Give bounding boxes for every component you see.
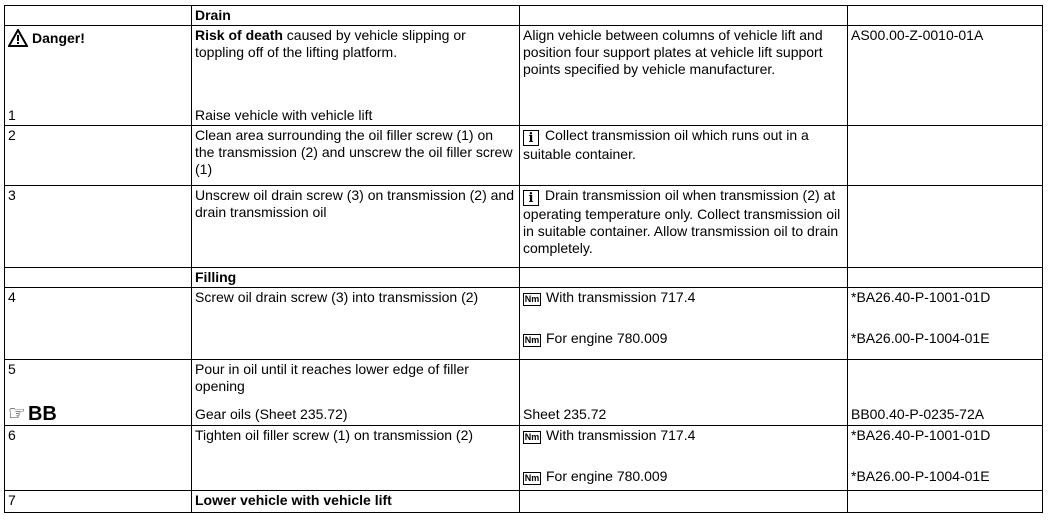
section-title-filling: Filling: [192, 268, 520, 288]
info-icon: i: [523, 130, 539, 146]
table-row: [5, 268, 1043, 288]
torque-icon: Nm: [524, 432, 540, 442]
procedure-table: [4, 5, 1043, 513]
table-row: [5, 186, 1043, 268]
danger-ref: AS00.00-Z-0010-01A: [848, 26, 1043, 126]
torque-spec: For engine 780.009: [546, 468, 668, 484]
step-number: 5: [8, 361, 16, 377]
torque-ref: *BA26.40-P-1001-01D: [851, 427, 991, 443]
step-text: Clean area surrounding the oil filler screw (1) on the transmission (2) and unscrew the oil filler screw (1): [192, 126, 520, 186]
table-row: [5, 288, 1043, 360]
torque-icon: Nm: [524, 473, 540, 483]
section-title-drain: Drain: [192, 6, 520, 26]
step-note: Collect transmission oil which runs out in a suitable container.: [523, 127, 809, 162]
risk-text: caused by vehicle slipping or toppling off of the lifting platform.: [195, 27, 466, 60]
torque-icon: Nm: [524, 335, 540, 345]
torque-ref: *BA26.00-P-1004-01E: [851, 330, 990, 346]
step-number: 2: [5, 126, 192, 186]
bb-label: BB: [27, 403, 57, 425]
warning-triangle-icon: [8, 29, 28, 47]
info-icon: i: [523, 190, 539, 206]
step-note: Drain transmission oil when transmission (2) at operating temperature only. Collect transmission oil in suitable container. Allow transmission oil to drain completely.: [523, 187, 841, 256]
bb-text: Gear oils (Sheet 235.72): [195, 406, 348, 422]
table-row: [5, 26, 1043, 126]
danger-measure: Align vehicle between columns of vehicle lift and position four support plates at vehicle lift support points specified by vehicle manufacturer.: [520, 26, 848, 126]
table-row: [5, 126, 1043, 186]
step-text: Tighten oil filler screw (1) on transmission (2): [192, 426, 520, 491]
step-text: Unscrew oil drain screw (3) on transmission (2) and drain transmission oil: [192, 186, 520, 268]
table-row: [5, 360, 1043, 426]
danger-label: Danger!: [32, 29, 85, 46]
risk-title: Risk of death: [195, 27, 283, 43]
step-number: 7: [5, 491, 192, 513]
bb-ref: BB00.40-P-0235-72A: [851, 406, 985, 422]
step-number: 1: [8, 107, 16, 123]
step-number: 4: [5, 288, 192, 360]
step-number: 3: [5, 186, 192, 268]
torque-spec: For engine 780.009: [546, 330, 668, 346]
step-text: Pour in oil until it reaches lower edge of filler opening: [195, 361, 469, 394]
step-text: Raise vehicle with vehicle lift: [195, 107, 373, 123]
bb-sheet: Sheet 235.72: [523, 406, 607, 422]
table-row: [5, 6, 1043, 26]
step-text: Lower vehicle with vehicle lift: [192, 491, 520, 513]
table-row: [5, 491, 1043, 513]
torque-spec: With transmission 717.4: [546, 427, 696, 443]
table-row: [5, 426, 1043, 491]
torque-ref: *BA26.00-P-1004-01E: [851, 468, 990, 484]
torque-ref: *BA26.40-P-1001-01D: [851, 289, 991, 305]
step-number: 6: [5, 426, 192, 491]
step-text: Screw oil drain screw (3) into transmission (2): [192, 288, 520, 360]
torque-icon: Nm: [524, 294, 540, 304]
pointing-hand-icon: ☞: [8, 403, 26, 425]
torque-spec: With transmission 717.4: [546, 289, 696, 305]
